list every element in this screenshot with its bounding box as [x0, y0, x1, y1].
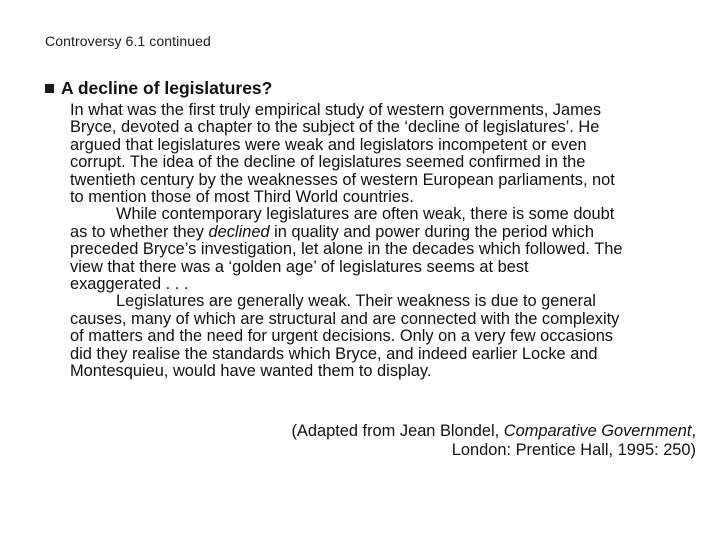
slide-caption: Controversy 6.1 continued [45, 33, 211, 49]
paragraph-1-line: In what was the first truly empirical study of western governments, James [70, 101, 602, 119]
paragraph-3-line: Legislatures are generally weak. Their weakness is due to general [116, 292, 596, 311]
paragraph-1-line: Bryce, devoted a chapter to the subject of the ‘decline of legislatures’. He [70, 118, 600, 137]
paragraph-1-line: to mention those of most Third World countries. [70, 188, 414, 207]
paragraph-1-line: twentieth century by the weaknesses of western European parliaments, not [70, 170, 615, 189]
citation-book-title: Comparative Government [503, 422, 692, 440]
citation-line-1 [291, 422, 696, 441]
paragraph-2-line: view that there was a ‘golden age’ of legislatures seems at best [70, 257, 529, 276]
paragraph-3-line: causes, many of which are structural and are connected with the complexity [70, 309, 620, 328]
section-heading [45, 78, 272, 99]
paragraph-2-line: While contemporary legislatures are often weak, there is some doubt [116, 205, 615, 224]
emphasis-declined: declined [208, 222, 270, 241]
paragraph-1-line: corrupt. The idea of the decline of legislatures seemed confirmed in the [70, 153, 586, 172]
paragraph-2-text: as to whether they [70, 222, 209, 241]
square-bullet-icon [45, 84, 54, 93]
paragraph-3-line: did they realise the standards which Bryce, and indeed earlier Locke and [70, 344, 598, 363]
paragraph-1-line: argued that legislatures were weak and legislators incompetent or even [70, 135, 587, 154]
paragraph-2-line: preceded Bryce’s investigation, let alone in the decades which followed. The [70, 240, 623, 259]
quotation-body [70, 102, 710, 381]
paragraph-2-line [70, 224, 710, 241]
paragraph-3-line: Montesquieu, would have wanted them to display. [70, 362, 432, 381]
heading-title: A decline of legislatures? [61, 78, 273, 98]
paragraph-3-line: of matters and the need for urgent decisions. Only on a very few occasions [70, 327, 614, 346]
citation-prefix: (Adapted from Jean Blondel, [291, 422, 504, 440]
paragraph-2-line: exaggerated . . . [70, 275, 189, 294]
source-citation [291, 422, 696, 460]
citation-line-2: London: Prentice Hall, 1995: 250) [451, 441, 696, 459]
paragraph-2-text: in quality and power during the period which [269, 222, 594, 241]
citation-suffix: , [691, 422, 696, 440]
